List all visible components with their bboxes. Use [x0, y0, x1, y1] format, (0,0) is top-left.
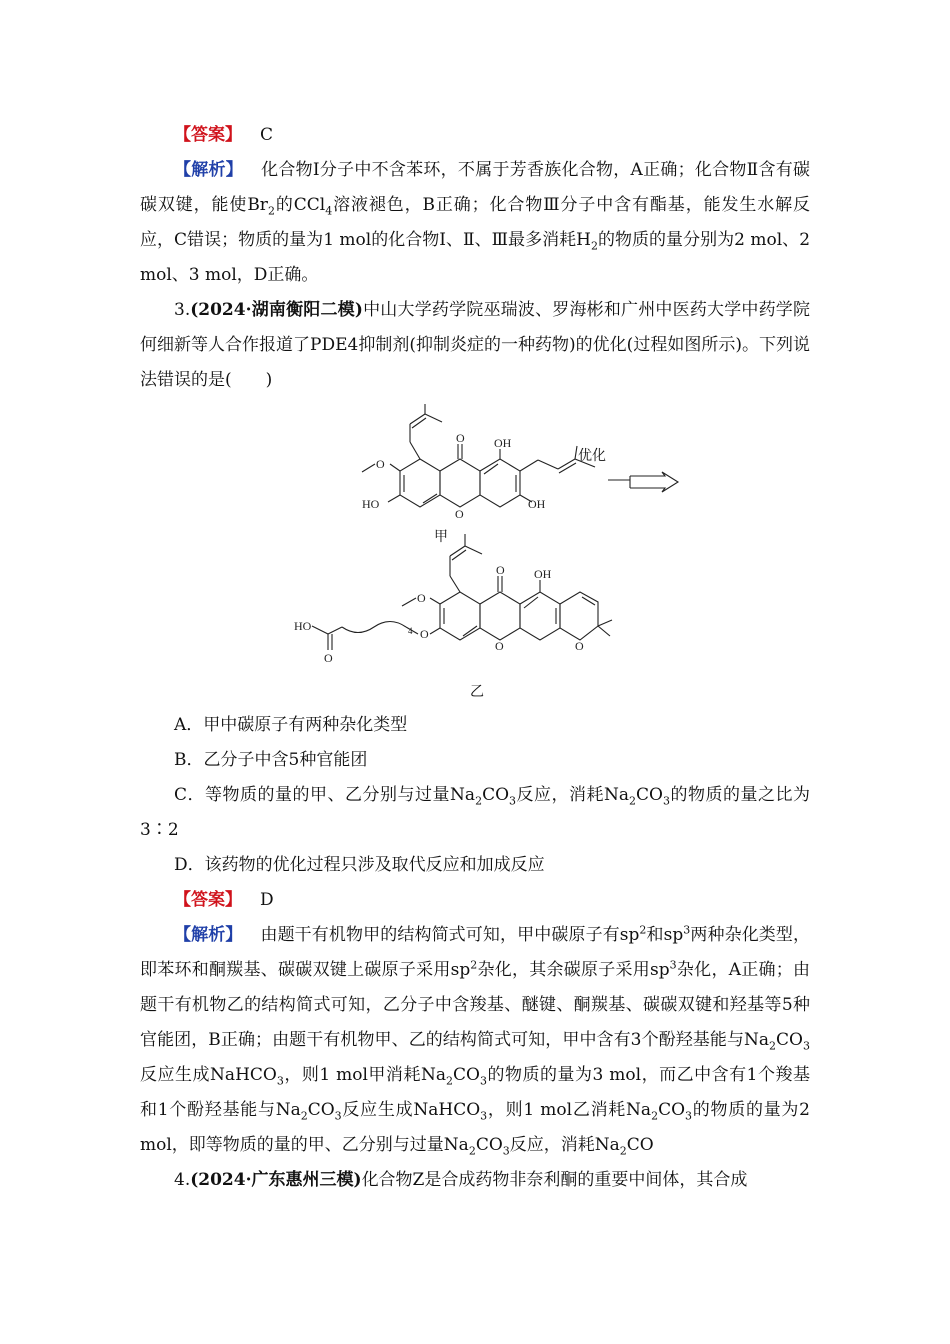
pyran-o-b: O: [575, 639, 584, 653]
option-a: A．甲中碳原子有两种杂化类型: [174, 715, 408, 735]
structure-figure: [140, 404, 810, 704]
question-text: 中山大学药学院巫瑞波、罗海彬和广州中医药大学中药学院何细新等人合作报道了PDE4抑制剂(抑制炎症的一种药物)的优化(过程如图所示)。下列说法错误的是( ): [140, 300, 810, 390]
analysis-text: 由题干有机物甲的结构简式可知，甲中碳原子有$sp^2$和$sp^3$两种杂化类型，即苯环和酮羰基、碳碳双键上碳原子采用$sp^2$杂化，其余碳原子采用$sp^3$杂化，A正确；由题干有机物乙的结构简式可知，乙分子中含羧基、醚键、酮羰基、碳碳双键和羟基等5种官能团，B正确；由题干有机物甲、乙的结构简式可知，甲中含有3个酚羟基能与$Na_2CO_3$反应生成NaHCO$_3$，则1 mol甲消耗$Na_2CO_3$的物质的量为3 mol，而乙中含有1个羧基和1个酚羟基能与$Na_2CO_3$反应生成NaHCO$_3$，则1 mol乙消耗$Na_2CO_3$的物质的量为2 mol，即等物质的量的甲、乙分别与过量$Na_2CO_3$反应，消耗$Na_2CO$: [140, 923, 811, 1158]
compound-a-structure: [362, 404, 595, 507]
question-number: 4.: [174, 1170, 191, 1190]
option-d: D．该药物的优化过程只涉及取代反应和加成反应: [174, 855, 545, 875]
acid-ho-b: HO: [294, 619, 312, 633]
carbonyl-o-b: O: [496, 563, 505, 577]
analysis-tag: 【解析】: [174, 925, 243, 945]
ho-left-a: HO: [362, 497, 380, 511]
methoxy-o-b: O: [417, 591, 426, 605]
q2-answer-line: [140, 118, 810, 153]
q4-stem: [140, 1163, 810, 1198]
oh-right-a: OH: [528, 497, 546, 511]
acid-o-b: O: [324, 651, 333, 665]
figure-labels: [294, 431, 584, 665]
analysis-text: 化合物Ⅰ分子中不含苯环，不属于芳香族化合物，A正确；化合物Ⅱ含有碳碳双键，能使$Br_2$的CCl$_4$溶液褪色，B正确；化合物Ⅲ分子中含有酯基，能发生水解反应，C错误；物质的量为1 mol的化合物Ⅰ、Ⅱ、Ⅲ最多消耗$H_2$的物质的量分别为2 mol、2 mol、3 mol，D正确。: [140, 160, 811, 285]
compound-a-label: 甲: [434, 529, 448, 545]
analysis-tag: 【解析】: [174, 160, 244, 180]
carbonyl-o-a: O: [456, 431, 465, 445]
chain-subscript: 4: [408, 626, 413, 636]
oh-top-b: OH: [534, 567, 552, 581]
question-source: (2024·广东惠州三模): [190, 1170, 362, 1190]
methoxy-o-a: O: [376, 457, 385, 471]
question-text: 化合物Z是合成药物非奈利酮的重要中间体，其合成: [361, 1170, 748, 1190]
reaction-diagram: [140, 404, 810, 704]
q2-analysis: [140, 153, 810, 293]
arrow-label: 优化: [578, 448, 606, 464]
answer-tag: 【答案】: [174, 890, 242, 910]
q3-stem: [140, 293, 810, 398]
ether-o-b: O: [420, 627, 429, 641]
answer-value: D: [260, 890, 274, 910]
option-b: B．乙分子中含5种官能团: [174, 750, 368, 770]
ring-o-a: O: [455, 507, 464, 521]
answer-value: C: [260, 125, 274, 145]
option-c: C．等物质的量的甲、乙分别与过量$Na_2CO_3$反应，消耗$Na_2CO_3$的物质的量之比为3∶2: [140, 785, 811, 840]
question-source: (2024·湖南衡阳二模): [190, 300, 363, 320]
q3-analysis: [140, 918, 810, 1163]
q3-answer-line: [140, 883, 810, 918]
answer-tag: 【答案】: [174, 125, 242, 145]
compound-b-structure: [312, 534, 612, 650]
content: [140, 118, 810, 1198]
optimization-arrow: [608, 472, 678, 492]
compound-b-label: 乙: [470, 684, 484, 700]
question-number: 3.: [174, 300, 191, 320]
oh-top-a: OH: [494, 436, 512, 450]
ring-o-b: O: [495, 639, 504, 653]
